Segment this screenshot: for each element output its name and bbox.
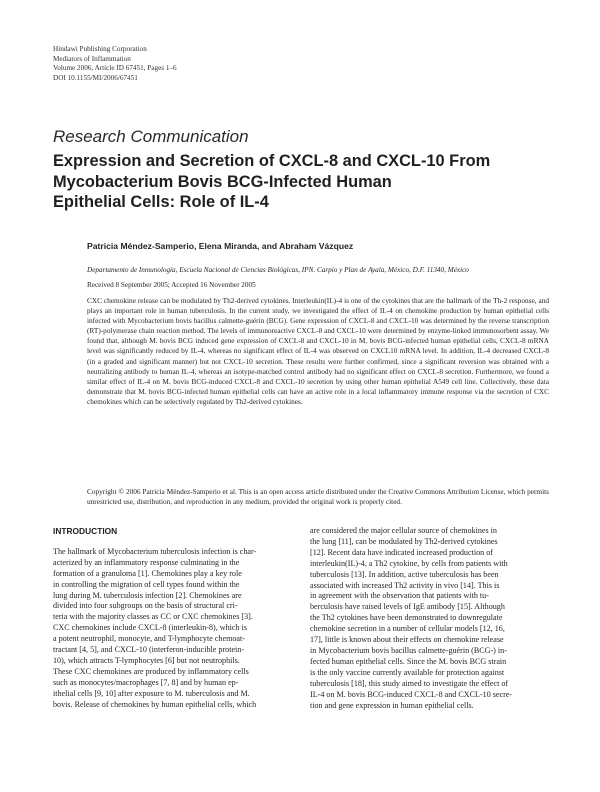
text-line: tuberculosis [13]. In addition, active tuberculosis has been	[310, 569, 499, 579]
text-line: acterized by an inflammatory response culminating in the	[53, 557, 240, 567]
text-line: is the only vaccine currently available for protection against	[310, 667, 505, 677]
text-line: a potent neutrophil, monocyte, and T-lymphocyte chemoat-	[53, 634, 245, 644]
text-line: in agreement with the observation that patients with tu-	[310, 591, 489, 601]
text-line: tuberculosis [18], this study aimed to investigate the effect of	[310, 678, 509, 688]
text-line: These CXC chemokines are produced by inflammatory cells	[53, 666, 249, 676]
text-line: tion and gene expression in human epithelial cells.	[310, 700, 474, 710]
text-line: tractant [4, 5], and CXCL-10 (interferon-inducible protein-	[53, 645, 245, 655]
right-column-text	[310, 526, 551, 711]
article-type: Research Communication	[53, 127, 249, 146]
title-line-3: Epithelial Cells: Role of IL-4	[53, 193, 269, 211]
publisher-line: Hindawi Publishing Corporation	[53, 45, 147, 53]
text-line: lung during M. tuberculosis infection [2]. Chemokines are	[53, 590, 242, 600]
text-line: The hallmark of Mycobacterium tuberculosis infection is char-	[53, 546, 257, 556]
text-line: chemokine secretion in a number of cellular models [12, 16,	[310, 624, 505, 634]
text-line: are considered the major cellular source of chemokines in	[310, 526, 497, 535]
text-line: 17], little is known about their effects on chemokine release	[310, 635, 504, 645]
text-line: divided into four subgroups on the basis of structural cri-	[53, 601, 238, 611]
left-column-text	[53, 547, 294, 711]
text-line: in controlling the migration of cell types found within the	[53, 579, 240, 589]
title-line-2: Mycobacterium Bovis BCG-Infected Human	[53, 172, 392, 191]
text-line: associated with increased Th2 activity in vivo [14]. This is	[310, 580, 500, 590]
right-column	[310, 526, 551, 711]
text-line: formation of a granuloma [1]. Chemokines play a key role	[53, 568, 242, 578]
text-line: interleukin(IL)-4, a Th2 cytokine, by cells from patients with	[310, 558, 508, 568]
journal-name: Mediators of Inflammation	[53, 54, 131, 63]
affiliation: Departamento de Inmunología, Escuela Nacional de Ciencias Biológicas, IPN. Carpio y Plan de Ayala, México, D.F. 11340, México	[87, 266, 469, 274]
article-title	[53, 151, 553, 213]
text-line: IL-4 on M. bovis BCG-induced CXCL-8 and CXCL-10 secre-	[310, 689, 513, 699]
copyright-notice: Copyright © 2006 Patricia Méndez-Samperio et al. This is an open access article distributed under the Creative Commons Attribution License, which permits unrestricted use, distribution, and reproduction in any medium, provided the original work is properly cited.	[87, 487, 549, 507]
abstract: CXC chemokine release can be modulated by Th2-derived cytokines. Interleukin(IL)-4 is one of the cytokines that are the hallmark of the Th-2 response, and plays an important role in human tuberculosis. In the current study, we investigated the effect of IL-4 on chemokine production by human epithelial cells infected with Mycobacterium bovis bacillus calmette-guérin (BCG). Gene expression of CXCL-8 and CXCL-10 was determined by the reverse transcription (RT)-polymerase chain reaction method. The levels of immunoreactive CXCL-8 and CXCL-10 were determined by enzyme-linked immunosorbent assay. We found that, although M. bovis BCG induced gene expression of CXCL-8 and CXCL-10 in M. bovis BCG-infected human epithelial cells, CXCL-8 mRNA level was significantly reduced by IL-4, whereas no significant effect of IL-4 was observed on CXCL10 mRNA level. In addition, IL-4 decreased CXCL-8 (in a graded and significant manner) but not CXCL-10 secretion. These results were further confirmed, since a significant reversion was obtained with a neutralizing antibody to human IL-4, whereas an isotype-matched control antibody had no significant effect on CXCL-8 secretion. Furthermore, we found a similar effect of IL-4 on M. bovis BCG-induced CXCL-8 and CXCL-10 secretion by using other human epithelial A549 cell line. Collectively, these data demonstrate that M. bovis BCG-infected human epithelial cells can have an active role in a local inflammatory immune response via the secretion of CXC chemokines which can be selectively regulated by Th2-derived cytokines.	[87, 296, 549, 406]
text-line: fected human epithelial cells. Since the M. bovis BCG strain	[310, 656, 507, 666]
introduction-heading: INTRODUCTION	[53, 526, 118, 536]
text-line: teria with the majority classes as CC or CXC chemokines [3].	[53, 612, 253, 622]
left-column	[53, 526, 294, 711]
journal-header	[53, 45, 177, 83]
text-line: such as monocytes/macrophages [7, 8] and by human ep-	[53, 677, 239, 687]
text-line: bovis. Release of chemokines by human epithelial cells, which	[53, 699, 257, 709]
volume-line: Volume 2006, Article ID 67451, Pages 1–6	[53, 64, 177, 73]
text-line: ithelial cells [9, 10] after exposure to M. tuberculosis and M.	[53, 688, 250, 698]
text-line: in Mycobacterium bovis bacillus calmette-guérin (BCG-) in-	[310, 645, 507, 655]
text-line: the Th2 cytokines have been demonstrated to downregulate	[310, 613, 503, 623]
title-line-1: Expression and Secretion of CXCL-8 and CXCL-10 From	[53, 152, 491, 170]
received-dates: Received 8 September 2005; Accepted 16 November 2005	[87, 281, 256, 289]
text-line: the lung [11], can be modulated by Th2-derived cytokines	[310, 536, 498, 546]
text-line: berculosis have raised levels of IgE antibody [15]. Although	[310, 602, 505, 612]
text-line: [12]. Recent data have indicated increased production of	[310, 547, 493, 557]
text-line: CXC chemokines include CXCL-8 (interleukin-8), which is	[53, 623, 247, 633]
doi-line: DOI 10.1155/MI/2006/67451	[53, 73, 138, 82]
text-line: 10), which attracts T-lymphocytes [6] but not neutrophils.	[53, 655, 240, 665]
authors: Patricia Méndez-Samperio, Elena Miranda, and Abraham Vázquez	[87, 241, 354, 251]
